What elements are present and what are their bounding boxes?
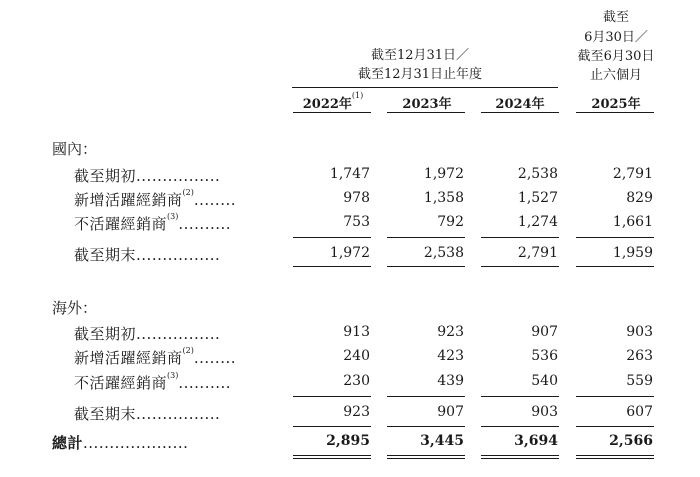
cell-overseas-inactive-2024: 540 <box>531 373 558 389</box>
cell-total-2025: 2,566 <box>609 433 653 449</box>
row-label-domestic-inactive: 不活躍經銷商$^{(3)}$.......... <box>74 212 232 233</box>
cell-overseas-new-2022: 240 <box>343 348 370 364</box>
leader-dots: ................ <box>136 405 221 423</box>
cell-overseas-opening-2024: 907 <box>531 324 558 340</box>
year-header-rule-2022 <box>293 112 371 113</box>
cell-total-2023: 3,445 <box>420 433 464 449</box>
cell-overseas-opening-2022: 913 <box>343 324 370 340</box>
section-title-overseas: 海外： <box>52 299 98 317</box>
total-double-rule-bottom-2025 <box>576 458 654 459</box>
closing-rule-domestic-2023 <box>387 266 465 267</box>
cell-overseas-opening-2025: 903 <box>626 324 653 340</box>
pre-total-rule-2022 <box>293 426 371 427</box>
leader-dots: .......... <box>178 215 232 233</box>
closing-rule-domestic-2022 <box>293 266 371 267</box>
cell-total-2022: 2,895 <box>326 433 370 449</box>
leader-dots: ................ <box>136 246 221 264</box>
subtotal-rule-overseas-2022 <box>293 396 371 397</box>
row-label-overseas-opening: 截至期初................ <box>74 325 221 343</box>
header-group-line2: 截至12月31日止年度 <box>357 67 483 82</box>
year-label: 2022年 <box>302 97 352 112</box>
cell-domestic-new-2022: 978 <box>343 190 370 206</box>
cell-overseas-inactive-2022: 230 <box>343 373 370 389</box>
year-label: 2024年 <box>495 97 545 112</box>
subtotal-rule-domestic-2023 <box>387 237 465 238</box>
year-header-2023 <box>387 93 467 112</box>
cell-overseas-closing-2025: 607 <box>626 404 653 420</box>
cell-domestic-new-2024: 1,527 <box>517 190 558 206</box>
leader-dots: ................ <box>136 325 221 343</box>
cell-domestic-inactive-2022: 753 <box>343 214 370 230</box>
cell-domestic-closing-2023: 2,538 <box>423 245 464 261</box>
cell-domestic-inactive-2023: 792 <box>437 214 464 230</box>
cell-domestic-opening-2024: 2,538 <box>517 166 558 182</box>
subtotal-rule-overseas-2023 <box>387 396 465 397</box>
cell-total-2024: 3,694 <box>514 433 558 449</box>
cell-domestic-closing-2024: 2,791 <box>517 245 558 261</box>
row-label-overseas-new: 新增活躍經銷商$^{(2)}$........ <box>74 346 237 367</box>
pre-total-rule-2024 <box>481 426 559 427</box>
cell-overseas-closing-2023: 907 <box>437 404 464 420</box>
row-label-overseas-inactive: 不活躍經銷商$^{(3)}$.......... <box>74 371 232 392</box>
total-double-rule-top-2025 <box>576 455 654 456</box>
cell-domestic-inactive-2024: 1,274 <box>517 214 558 230</box>
closing-rule-domestic-2025 <box>576 266 654 267</box>
cell-overseas-inactive-2023: 439 <box>437 373 464 389</box>
footnote-mark: (3) <box>167 371 179 380</box>
cell-overseas-closing-2024: 903 <box>531 404 558 420</box>
cell-domestic-closing-2022: 1,972 <box>329 245 370 261</box>
row-label-total: 總計.................... <box>52 434 189 452</box>
total-double-rule-bottom-2022 <box>293 458 371 459</box>
footnote-mark: (2) <box>182 346 194 355</box>
row-label-overseas-closing: 截至期末................ <box>74 405 221 423</box>
footnote-mark: (3) <box>167 212 179 221</box>
subtotal-rule-domestic-2024 <box>481 237 559 238</box>
cell-overseas-closing-2022: 923 <box>343 404 370 420</box>
subtotal-rule-overseas-2025 <box>576 396 654 397</box>
header-group-rule <box>292 87 558 88</box>
cell-domestic-new-2025: 829 <box>626 190 653 206</box>
total-double-rule-top-2022 <box>293 455 371 456</box>
cell-overseas-new-2023: 423 <box>437 348 464 364</box>
leader-dots: ........ <box>193 349 237 367</box>
total-double-rule-top-2023 <box>387 455 465 456</box>
subtotal-rule-overseas-2024 <box>481 396 559 397</box>
row-label-domestic-opening: 截至期初................ <box>74 167 221 185</box>
cell-domestic-new-2023: 1,358 <box>423 190 464 206</box>
section-title-domestic: 國內： <box>52 140 98 158</box>
cell-overseas-new-2024: 536 <box>531 348 558 364</box>
year-header-2024 <box>480 93 560 112</box>
row-label-domestic-new: 新增活躍經銷商$^{(2)}$........ <box>74 188 237 209</box>
year-label: 2025年 <box>591 97 641 112</box>
footnote-mark: (1) <box>351 91 364 100</box>
header-last-line2: 6月30日／ <box>584 30 648 45</box>
year-header-2022 <box>293 93 373 112</box>
cell-domestic-inactive-2025: 1,661 <box>612 214 653 230</box>
cell-overseas-inactive-2025: 559 <box>626 373 653 389</box>
year-header-rule-2023 <box>387 112 465 113</box>
pre-total-rule-2025 <box>576 426 654 427</box>
header-last-line1: 截至 <box>602 10 629 25</box>
year-label: 2023年 <box>402 97 452 112</box>
year-header-rule-2024 <box>481 112 559 113</box>
header-group-line1: 截至12月31日／ <box>370 48 470 63</box>
leader-dots: .......... <box>178 374 232 392</box>
cell-domestic-opening-2023: 1,972 <box>423 166 464 182</box>
cell-domestic-opening-2025: 2,791 <box>612 166 653 182</box>
total-double-rule-bottom-2024 <box>481 458 559 459</box>
cell-domestic-opening-2022: 1,747 <box>329 166 370 182</box>
year-header-2025 <box>576 93 656 112</box>
row-label-domestic-closing: 截至期末................ <box>74 246 221 264</box>
total-double-rule-bottom-2023 <box>387 458 465 459</box>
header-last-line3: 截至6月30日 <box>577 49 655 64</box>
year-header-rule-2025 <box>576 112 654 113</box>
header-last-line4: 止六個月 <box>589 68 642 83</box>
subtotal-rule-domestic-2025 <box>576 237 654 238</box>
cell-overseas-opening-2023: 923 <box>437 324 464 340</box>
leader-dots: .................... <box>83 434 189 452</box>
cell-domestic-closing-2025: 1,959 <box>612 245 653 261</box>
closing-rule-domestic-2024 <box>481 266 559 267</box>
total-double-rule-top-2024 <box>481 455 559 456</box>
subtotal-rule-domestic-2022 <box>293 237 371 238</box>
footnote-mark: (2) <box>182 188 194 197</box>
cell-overseas-new-2025: 263 <box>626 348 653 364</box>
leader-dots: ........ <box>193 191 237 209</box>
leader-dots: ................ <box>136 167 221 185</box>
pre-total-rule-2023 <box>387 426 465 427</box>
